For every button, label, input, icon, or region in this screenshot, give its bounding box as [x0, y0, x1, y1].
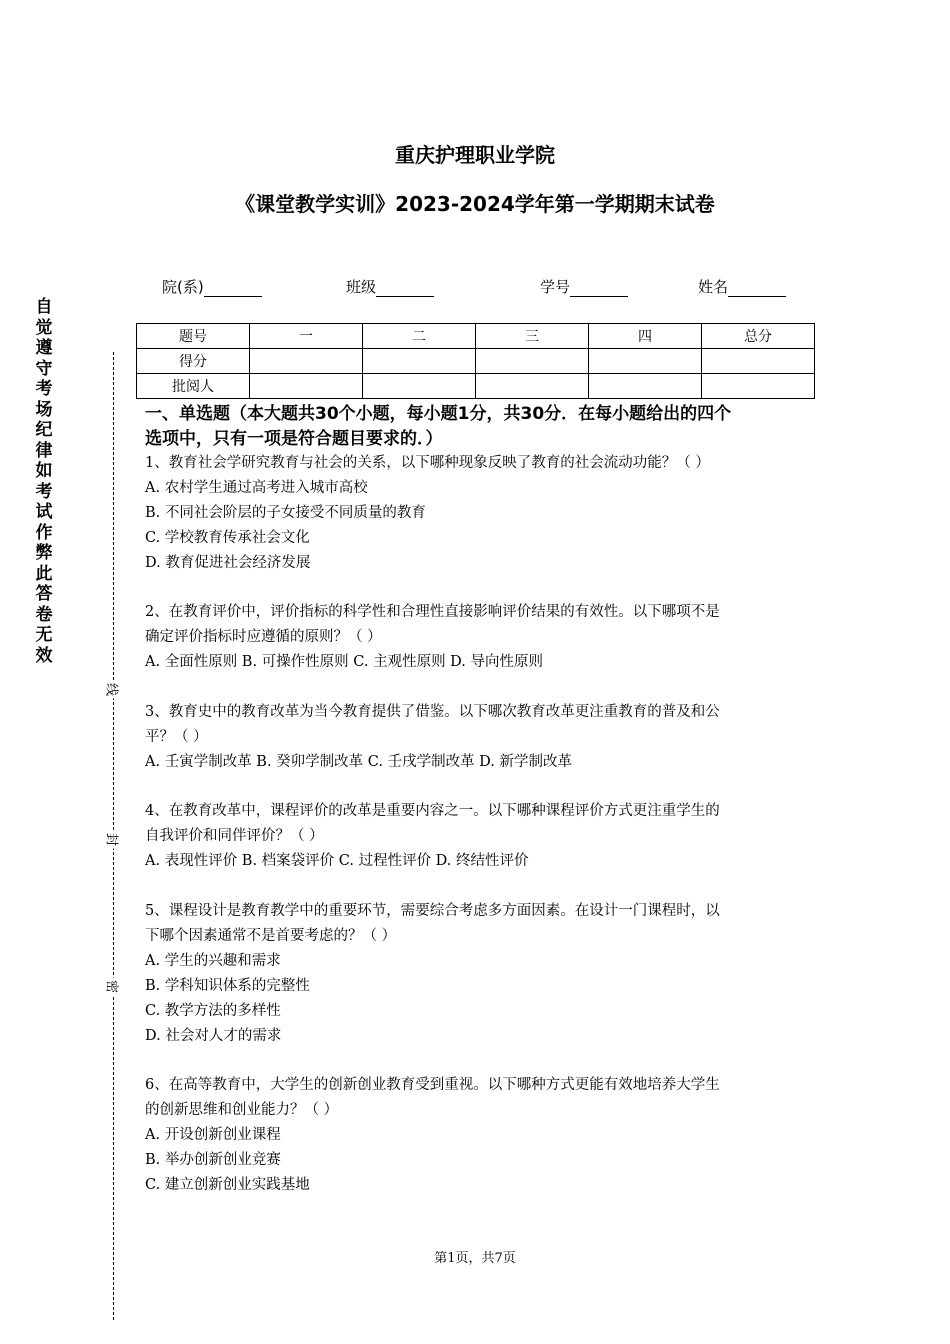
score-cell: 四	[589, 324, 702, 349]
question-stem: 4、在教育改革中，课程评价的改革是重要内容之一。以下哪种课程评价方式更注重学生的	[145, 803, 720, 819]
section-heading-line: 选项中，只有一项是符合题目要求的．）	[145, 429, 443, 449]
answer-option: A. 农村学生通过高考进入城市高校	[145, 480, 368, 496]
answer-option: C. 建立创新创业实践基地	[145, 1177, 310, 1193]
school-name: 重庆护理职业学院	[395, 143, 555, 167]
question-stem: 自我评价和同伴评价？（ ）	[145, 828, 324, 844]
score-cell-empty	[702, 374, 815, 399]
grader-row-label: 批阅人	[137, 374, 250, 399]
cut-mark-line: 线	[104, 681, 123, 699]
score-cell-empty	[476, 374, 589, 399]
question-stem: 下哪个因素通常不是首要考虑的？（ ）	[145, 928, 397, 944]
page-footer: 第1页，共7页	[434, 1251, 516, 1266]
question-stem: 的创新思维和创业能力？（ ）	[145, 1102, 339, 1118]
answer-option: D. 教育促进社会经济发展	[145, 555, 311, 571]
answer-option: A. 表现性评价 B. 档案袋评价 C. 过程性评价 D. 终结性评价	[145, 853, 529, 869]
class-blank	[376, 281, 434, 297]
exam-title: 《课堂教学实训》2023-2024学年第一学期期末试卷	[235, 192, 715, 216]
class-field	[346, 276, 434, 297]
answer-option: B. 不同社会阶层的子女接受不同质量的教育	[145, 505, 426, 521]
question-stem: 3、教育史中的教育改革为当今教育提供了借鉴。以下哪次教育改革更注重教育的普及和公	[145, 704, 720, 720]
question-5	[145, 899, 825, 1049]
question-stem: 1、教育社会学研究教育与社会的关系，以下哪种现象反映了教育的社会流动功能？（ ）	[145, 455, 710, 471]
score-cell: 题号	[137, 324, 250, 349]
answer-option: C. 学校教育传承社会文化	[145, 530, 310, 546]
question-stem: 5、课程设计是教育教学中的重要环节，需要综合考虑多方面因素。在设计一门课程时，以	[145, 903, 720, 919]
section-heading-line: 一、单选题（本大题共30个小题，每小题1分，共30分．在每小题给出的四个	[145, 404, 732, 424]
exam-discipline-notice: 自觉遵守考场纪律如考试作弊此答卷无效	[35, 297, 53, 666]
answer-option: B. 学科知识体系的完整性	[145, 978, 310, 994]
score-cell: 总分	[702, 324, 815, 349]
name-blank	[728, 281, 786, 297]
score-cell-empty	[589, 349, 702, 374]
score-cell-empty	[363, 374, 476, 399]
score-table-header-row	[137, 324, 815, 349]
answer-option: B. 举办创新创业竞赛	[145, 1152, 281, 1168]
department-label: 院(系)	[162, 278, 204, 296]
question-stem: 平？（ ）	[145, 729, 208, 745]
question-1	[145, 451, 825, 576]
cut-mark-secret: 密	[104, 978, 123, 996]
score-cell-empty	[250, 374, 363, 399]
answer-option: A. 学生的兴趣和需求	[145, 953, 281, 969]
score-cell: 二	[363, 324, 476, 349]
question-4	[145, 799, 825, 874]
question-stem: 确定评价指标时应遵循的原则？（ ）	[145, 629, 382, 645]
department-blank	[204, 281, 262, 297]
score-row-label: 得分	[137, 349, 250, 374]
department-field	[162, 276, 262, 297]
question-2	[145, 600, 825, 675]
name-label: 姓名	[698, 278, 729, 296]
student-id-blank	[570, 281, 628, 297]
question-stem: 2、在教育评价中，评价指标的科学性和合理性直接影响评价结果的有效性。以下哪项不是	[145, 604, 720, 620]
score-table-grader-row	[137, 374, 815, 399]
answer-option: A. 开设创新创业课程	[145, 1127, 281, 1143]
score-cell-empty	[363, 349, 476, 374]
score-table	[136, 323, 815, 399]
score-table-score-row	[137, 349, 815, 374]
cut-mark-seal: 封	[104, 831, 123, 849]
student-id-field	[540, 276, 628, 297]
answer-option: A. 全面性原则 B. 可操作性原则 C. 主观性原则 D. 导向性原则	[145, 654, 544, 670]
name-field	[698, 276, 786, 297]
score-cell-empty	[589, 374, 702, 399]
question-6	[145, 1073, 825, 1198]
score-cell: 三	[476, 324, 589, 349]
score-cell-empty	[702, 349, 815, 374]
answer-option: A. 壬寅学制改革 B. 癸卯学制改革 C. 壬戌学制改革 D. 新学制改革	[145, 754, 573, 770]
question-stem: 6、在高等教育中，大学生的创新创业教育受到重视。以下哪种方式更能有效地培养大学生	[145, 1077, 720, 1093]
score-cell-empty	[250, 349, 363, 374]
answer-option: C. 教学方法的多样性	[145, 1003, 281, 1019]
score-cell: 一	[250, 324, 363, 349]
question-3	[145, 700, 825, 775]
student-id-label: 学号	[540, 278, 571, 296]
score-cell-empty	[476, 349, 589, 374]
answer-option: D. 社会对人才的需求	[145, 1028, 282, 1044]
class-label: 班级	[346, 278, 377, 296]
section-heading	[145, 402, 825, 452]
